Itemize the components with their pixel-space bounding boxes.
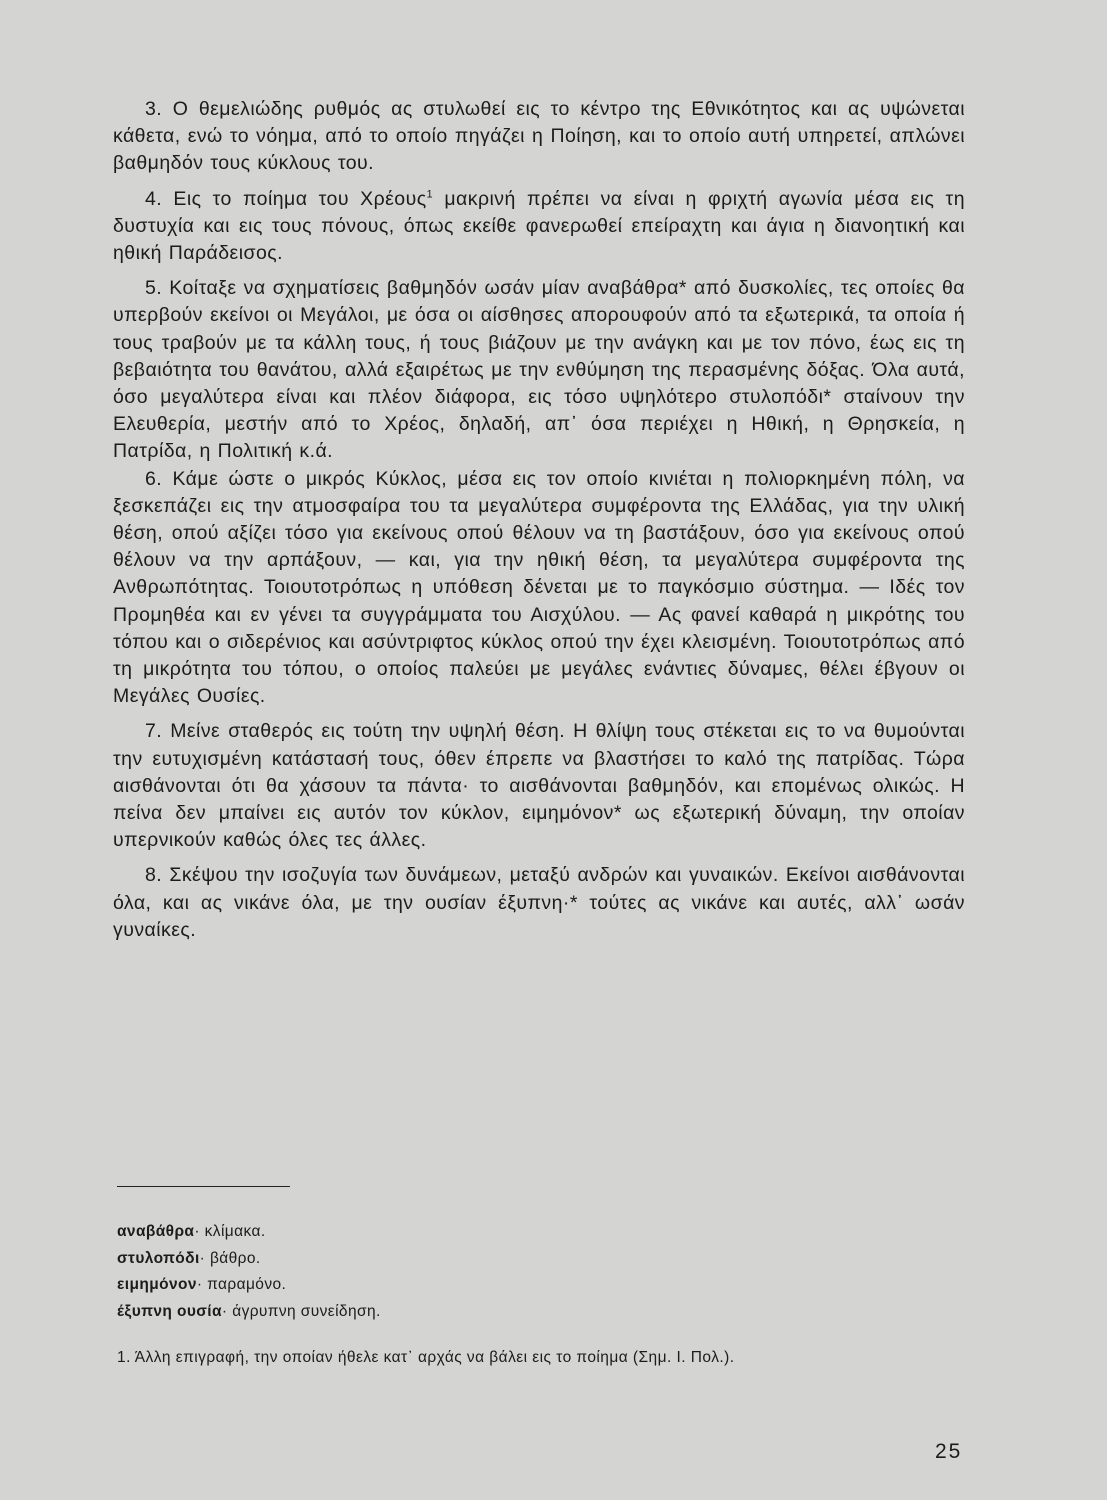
glossary-entry: αναβάθρα· κλίμακα. [117,1223,266,1240]
paragraph-5: 5. Κοίταξε να σχηματίσεις βαθμηδόν ωσάν μίαν αναβάθρα* από δυσκολίες, τες οποίες θα υπερβούν εκείνοι οι Μεγάλοι, με όσα οι αίσθησες απορουφούν από τα εξωτερικά, τα οποία ή τους τραβούν με τα κάλλη τους, ή τους βιάζουν με την ανάγκη και με τον πόνο, έως εις τη βεβαιότητα του θανάτου, αλλά εξαιρέτως με την ενθύμηση της περασμένης δόξας. Όλα αυτά, όσο μεγαλύτερα είναι και πλέον διάφορα, εις τόσο υψηλότερο στυλοπόδι* σταίνουν την Ελευθερία, μεστήν από το Χρέος, δηλαδή, απ᾽ όσα περιέχει η Ηθική, η Θρησκεία, η Πατρίδα, η Πολιτική κ.ά. [113,277,965,463]
footnote-ref: 1 [426,188,434,201]
glossary [117,1219,381,1325]
glossary-definition: άγρυπνη συνείδηση. [232,1302,381,1320]
main-text [113,96,965,944]
footnote: 1. Άλλη επιγραφή, την οποίαν ήθελε κατ᾽ αρχάς να βάλει εις το ποίημα (Σημ. Ι. Πολ.). [117,1349,735,1366]
paragraph-6: 6. Κάμε ώστε ο μικρός Κύκλος, μέσα εις τον οποίο κινιέται η πολιορκημένη πόλη, να ξεσκεπάζει εις την ατμοσφαίρα του τα μεγαλύτερα συμφέροντα της Ελλάδας, για την υλική θέση, οπού αξίζει τόσο για εκείνους οπού θέλουν να τη βαστάξουν, όσο για εκείνους οπού θέλουν να την αρπάξουν, — και, για την ηθική θέση, τα μεγαλύτερα συμφέροντα της Ανθρωπότητας. Τοιουτοτρόπως η υπόθεση δένεται με το παγκόσμιο σύστημα. — Ιδές τον Προμηθέα και εν γένει τα συγγράμματα του Αισχύλου. — Ας φανεί καθαρά η μικρότης του τόπου και ο σιδερένιος και ασύντριφτος κύκλος οπού την έχει κλεισμένη. Τοιουτοτρόπως από τη μικρότητα του τόπου, ο οποίος παλεύει με μεγάλες ενάντιες δύναμες, θέλει έβγουν οι Μεγάλες Ουσίες. [113,467,965,708]
paragraph-4-rest: μακρινή πρέπει να είναι η φριχτή αγωνία μέσα εις τη δυστυχία και εις τους πόνους, όπως εκείθε φανερωθεί επείραχτη και άγια η διανοητική και ηθική Παράδεισος. [113,187,965,265]
footnote-divider [117,1186,290,1187]
glossary-entry: έξυπνη ουσία· άγρυπνη συνείδηση. [117,1302,381,1320]
glossary-entry: στυλοπόδι· βάθρο. [117,1249,261,1267]
paragraph-4 [113,186,965,268]
glossary-term: έξυπνη ουσία [117,1302,222,1320]
page-number: 25 [935,1440,963,1463]
glossary-entry: ειμημόνον· παραμόνο. [117,1276,287,1293]
glossary-definition: βάθρο. [209,1249,261,1267]
glossary-term: αναβάθρα [117,1223,195,1240]
glossary-definition: παραμόνο. [207,1276,287,1293]
paragraph-8: 8. Σκέψου την ισοζυγία των δυνάμεων, μεταξύ ανδρών και γυναικών. Εκείνοι αισθάνονται όλα, και ας νικάνε όλα, με την ουσίαν έξυπνη·* τούτες ας νικάνε και αυτές, αλλ᾽ ωσάν γυναίκες. [113,864,965,941]
paragraph-4-start: 4. Εις το ποίημα του Χρέους [145,187,427,210]
glossary-term: στυλοπόδι [117,1249,200,1267]
paragraph-7: 7. Μείνε σταθερός εις τούτη την υψηλή θέση. Η θλίψη τους στέκεται εις το να θυμούνται την ευτυχισμένη κατάστασή τους, όθεν έπρεπε να βλαστήσει το καλό της πατρίδας. Τώρα αισθάνονται ότι θα χάσουν τα πάντα· το αισθάνονται βαθμηδόν, και επομένως ολικώς. Η πείνα δεν μπαίνει εις αυτόν τον κύκλον, ειμημόνον* ως εξωτερική δύναμη, την οποίαν υπερνικούν καθώς όλες τες άλλες. [113,720,965,852]
glossary-definition: κλίμακα. [204,1223,266,1240]
glossary-term: ειμημόνον [117,1276,197,1293]
paragraph-3: 3. Ο θεμελιώδης ρυθμός ας στυλωθεί εις το κέντρο της Εθνικότητος και ας υψώνεται κάθετα, ενώ το νόημα, από το οποίο πηγάζει η Ποίηση, και το οποίο αυτή υπηρετεί, απλώνει βαθμηδόν τους κύκλους του. [113,98,965,175]
